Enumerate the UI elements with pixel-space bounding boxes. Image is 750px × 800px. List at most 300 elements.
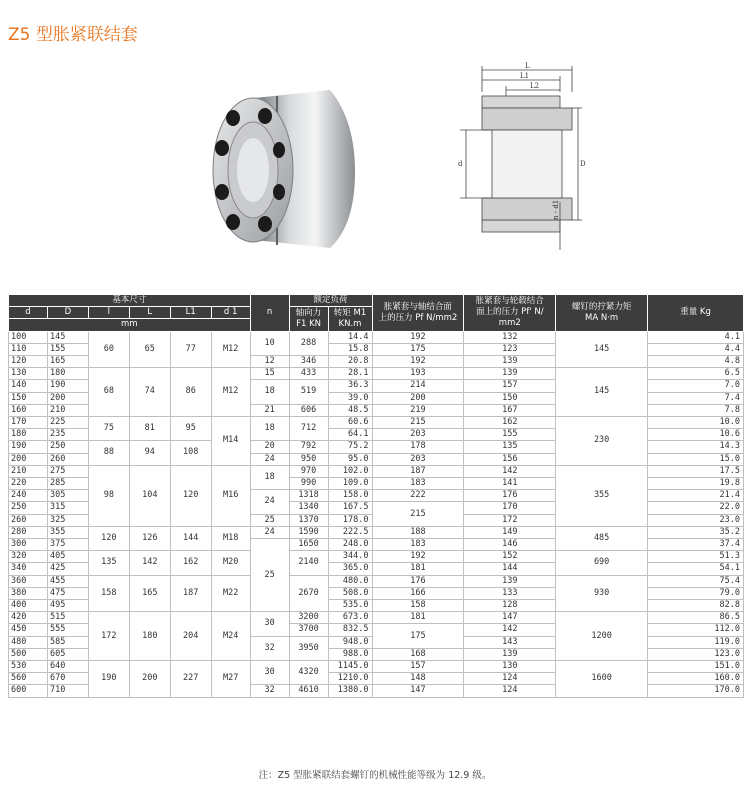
cell-L1: 77	[170, 331, 211, 368]
cell-d: 320	[9, 551, 48, 563]
cell-f1: 1340	[289, 502, 328, 514]
cell-weight: 21.4	[648, 490, 744, 502]
cell-pf2: 155	[464, 429, 556, 441]
cell-L1: 86	[170, 368, 211, 417]
cell-m1: 480.0	[328, 575, 372, 587]
hdr-d1: d 1	[211, 307, 250, 319]
cell-D: 200	[47, 392, 88, 404]
cell-pf: 166	[372, 587, 464, 599]
cell-D: 155	[47, 343, 88, 355]
cell-d1: M12	[211, 368, 250, 417]
cell-weight: 82.8	[648, 600, 744, 612]
cell-pf2: 142	[464, 465, 556, 477]
cell-weight: 22.0	[648, 502, 744, 514]
cell-weight: 7.8	[648, 404, 744, 416]
cell-d1: M16	[211, 465, 250, 526]
cell-L1: 187	[170, 575, 211, 612]
cell-d: 190	[9, 441, 48, 453]
cell-pf: 178	[372, 441, 464, 453]
cell-D: 210	[47, 404, 88, 416]
cell-D: 405	[47, 551, 88, 563]
cell-weight: 4.4	[648, 343, 744, 355]
cell-weight: 54.1	[648, 563, 744, 575]
table-row	[9, 551, 744, 563]
cell-n: 25	[250, 539, 289, 612]
cell-d: 140	[9, 380, 48, 392]
cell-d: 280	[9, 526, 48, 538]
cell-f1: 2670	[289, 575, 328, 612]
cell-f1: 346	[289, 355, 328, 367]
cell-L1: 144	[170, 526, 211, 550]
cell-m1: 15.8	[328, 343, 372, 355]
cell-pf2: 124	[464, 673, 556, 685]
cell-m1: 988.0	[328, 648, 372, 660]
cell-D: 325	[47, 514, 88, 526]
cell-m1: 167.5	[328, 502, 372, 514]
cell-d: 360	[9, 575, 48, 587]
hdr-weight: 重量 Kg	[648, 295, 744, 332]
cell-pf2: 146	[464, 539, 556, 551]
cell-f1: 1318	[289, 490, 328, 502]
cell-pf: 157	[372, 661, 464, 673]
cell-f1: 4320	[289, 661, 328, 685]
cell-l: 88	[88, 441, 129, 465]
cell-pf: 181	[372, 563, 464, 575]
hdr-n: n	[250, 295, 289, 332]
cell-pf: 176	[372, 575, 464, 587]
cell-ma: 230	[556, 416, 648, 465]
cell-d: 530	[9, 661, 48, 673]
cell-d1: M27	[211, 661, 250, 698]
cell-D: 250	[47, 441, 88, 453]
cell-n: 24	[250, 526, 289, 538]
cell-pf2: 150	[464, 392, 556, 404]
cell-weight: 4.1	[648, 331, 744, 343]
cell-m1: 158.0	[328, 490, 372, 502]
cell-d1: M14	[211, 416, 250, 465]
table-row	[9, 661, 744, 673]
dim-L1: L1	[520, 72, 530, 80]
cell-d: 100	[9, 331, 48, 343]
cell-m1: 178.0	[328, 514, 372, 526]
cell-weight: 10.0	[648, 416, 744, 428]
cell-L1: 120	[170, 465, 211, 526]
cell-d: 160	[9, 404, 48, 416]
cell-l: 158	[88, 575, 129, 612]
cell-pf2: 128	[464, 600, 556, 612]
cell-L1: 108	[170, 441, 211, 465]
cell-weight: 75.4	[648, 575, 744, 587]
hdr-l: l	[88, 307, 129, 319]
cell-m1: 36.3	[328, 380, 372, 392]
cell-L: 94	[129, 441, 170, 465]
cell-L: 126	[129, 526, 170, 550]
cell-m1: 95.0	[328, 453, 372, 465]
cell-pf2: 142	[464, 624, 556, 636]
cell-m1: 673.0	[328, 612, 372, 624]
cell-weight: 19.8	[648, 478, 744, 490]
cell-L: 165	[129, 575, 170, 612]
hdr-m1: 转矩 M1 KN.m	[328, 307, 372, 331]
cell-pf: 183	[372, 478, 464, 490]
cell-m1: 14.4	[328, 331, 372, 343]
cell-l: 135	[88, 551, 129, 575]
table-row	[9, 465, 744, 477]
table-row	[9, 575, 744, 587]
cell-m1: 1380.0	[328, 685, 372, 697]
cell-L: 74	[129, 368, 170, 417]
specification-table	[8, 294, 744, 698]
cell-d: 480	[9, 636, 48, 648]
cell-pf: 192	[372, 331, 464, 343]
cell-n: 12	[250, 355, 289, 367]
cell-d1: M20	[211, 551, 250, 575]
dim-n-d1: n - d1	[552, 199, 560, 220]
cell-weight: 112.0	[648, 624, 744, 636]
cell-m1: 535.0	[328, 600, 372, 612]
cell-n: 18	[250, 380, 289, 404]
cell-m1: 248.0	[328, 539, 372, 551]
table-row	[9, 526, 744, 538]
cell-d: 340	[9, 563, 48, 575]
cell-ma: 1600	[556, 661, 648, 698]
cell-f1: 2140	[289, 551, 328, 575]
cell-m1: 1145.0	[328, 661, 372, 673]
table-row	[9, 331, 744, 343]
cell-n: 32	[250, 685, 289, 697]
cell-pf2: 144	[464, 563, 556, 575]
cell-weight: 86.5	[648, 612, 744, 624]
cell-m1: 20.8	[328, 355, 372, 367]
cell-D: 710	[47, 685, 88, 697]
cell-m1: 75.2	[328, 441, 372, 453]
cell-n: 24	[250, 453, 289, 465]
cell-n: 18	[250, 465, 289, 489]
cell-pf: 175	[372, 624, 464, 648]
cell-m1: 1210.0	[328, 673, 372, 685]
cell-pf: 192	[372, 355, 464, 367]
cell-pf: 215	[372, 416, 464, 428]
cell-d: 560	[9, 673, 48, 685]
cell-f1: 1590	[289, 526, 328, 538]
cell-weight: 170.0	[648, 685, 744, 697]
cell-d1: M18	[211, 526, 250, 550]
cell-n: 20	[250, 441, 289, 453]
cell-l: 172	[88, 612, 129, 661]
cell-ma: 485	[556, 526, 648, 550]
cell-weight: 6.5	[648, 368, 744, 380]
cell-pf: 175	[372, 343, 464, 355]
cell-n: 32	[250, 636, 289, 660]
cell-n: 30	[250, 612, 289, 636]
cell-pf2: 139	[464, 355, 556, 367]
cell-D: 425	[47, 563, 88, 575]
cell-d: 220	[9, 478, 48, 490]
cell-pf: 215	[372, 502, 464, 526]
cell-n: 21	[250, 404, 289, 416]
cell-D: 165	[47, 355, 88, 367]
cell-weight: 23.0	[648, 514, 744, 526]
cell-pf2: 123	[464, 343, 556, 355]
cell-d: 400	[9, 600, 48, 612]
cell-weight: 35.2	[648, 526, 744, 538]
cell-d: 600	[9, 685, 48, 697]
cell-weight: 51.3	[648, 551, 744, 563]
cell-m1: 39.0	[328, 392, 372, 404]
cell-pf2: 124	[464, 685, 556, 697]
page-title: Z5 型胀紧联结套	[8, 25, 138, 45]
cell-n: 25	[250, 514, 289, 526]
hdr-D: D	[47, 307, 88, 319]
cell-weight: 10.6	[648, 429, 744, 441]
cell-weight: 37.4	[648, 539, 744, 551]
cell-f1: 519	[289, 380, 328, 404]
table-row	[9, 368, 744, 380]
cell-f1: 3700	[289, 624, 328, 636]
cell-m1: 64.1	[328, 429, 372, 441]
cell-n: 18	[250, 416, 289, 440]
cell-pf: 147	[372, 685, 464, 697]
cell-L: 180	[129, 612, 170, 661]
cell-d1: M22	[211, 575, 250, 612]
cell-L1: 204	[170, 612, 211, 661]
cell-l: 120	[88, 526, 129, 550]
hdr-L: L	[129, 307, 170, 319]
cell-f1: 970	[289, 465, 328, 477]
cell-pf2: 156	[464, 453, 556, 465]
table-row	[9, 416, 744, 428]
cell-l: 60	[88, 331, 129, 368]
hdr-basic-size: 基本尺寸	[9, 295, 251, 307]
cell-weight: 123.0	[648, 648, 744, 660]
cell-ma: 355	[556, 465, 648, 526]
cell-pf: 181	[372, 612, 464, 624]
cell-L: 65	[129, 331, 170, 368]
cell-m1: 948.0	[328, 636, 372, 648]
cell-pf: 200	[372, 392, 464, 404]
cell-m1: 832.5	[328, 624, 372, 636]
cell-D: 585	[47, 636, 88, 648]
cell-D: 235	[47, 429, 88, 441]
hdr-pf2: 胀紧套与轮毂结合 面上的压力 Pf' N/ mm2	[464, 295, 556, 332]
cell-d: 300	[9, 539, 48, 551]
cell-pf2: 149	[464, 526, 556, 538]
cell-n: 10	[250, 331, 289, 355]
cell-m1: 28.1	[328, 368, 372, 380]
cell-pf2: 132	[464, 331, 556, 343]
cell-m1: 60.6	[328, 416, 372, 428]
cell-pf: 168	[372, 648, 464, 660]
cell-weight: 79.0	[648, 587, 744, 599]
cell-l: 98	[88, 465, 129, 526]
cell-d: 180	[9, 429, 48, 441]
cell-pf: 214	[372, 380, 464, 392]
cell-f1: 712	[289, 416, 328, 440]
dim-d: d	[458, 160, 463, 168]
cell-D: 515	[47, 612, 88, 624]
cell-d: 380	[9, 587, 48, 599]
hdr-pf: 胀紧套与轴结合面 上的压力 Pf N/mm2	[372, 295, 464, 332]
cell-pf2: 133	[464, 587, 556, 599]
cell-d: 150	[9, 392, 48, 404]
cell-L: 104	[129, 465, 170, 526]
cell-pf: 183	[372, 539, 464, 551]
cell-D: 285	[47, 478, 88, 490]
cell-D: 145	[47, 331, 88, 343]
cell-f1: 288	[289, 331, 328, 355]
cell-f1: 606	[289, 404, 328, 416]
cell-pf2: 157	[464, 380, 556, 392]
cell-pf: 203	[372, 453, 464, 465]
cell-m1: 508.0	[328, 587, 372, 599]
hdr-mm: mm	[9, 319, 251, 331]
cell-weight: 7.0	[648, 380, 744, 392]
cell-pf2: 130	[464, 661, 556, 673]
hdr-rated-load: 额定负荷	[289, 295, 372, 307]
dim-L2: L2	[530, 82, 540, 90]
cell-m1: 48.5	[328, 404, 372, 416]
cell-m1: 102.0	[328, 465, 372, 477]
cell-L: 142	[129, 551, 170, 575]
cell-weight: 119.0	[648, 636, 744, 648]
cell-f1: 990	[289, 478, 328, 490]
cell-pf2: 139	[464, 368, 556, 380]
cell-pf: 203	[372, 429, 464, 441]
cell-D: 190	[47, 380, 88, 392]
cell-ma: 930	[556, 575, 648, 612]
cell-d: 170	[9, 416, 48, 428]
cell-weight: 151.0	[648, 661, 744, 673]
cell-pf: 193	[372, 368, 464, 380]
cell-D: 375	[47, 539, 88, 551]
cell-d: 420	[9, 612, 48, 624]
cell-pf2: 135	[464, 441, 556, 453]
cell-pf2: 162	[464, 416, 556, 428]
cell-D: 605	[47, 648, 88, 660]
cell-d: 450	[9, 624, 48, 636]
cell-pf2: 167	[464, 404, 556, 416]
dim-L: L	[525, 62, 530, 70]
cell-pf2: 139	[464, 648, 556, 660]
cell-pf: 222	[372, 490, 464, 502]
cell-pf2: 152	[464, 551, 556, 563]
cross-section-drawing	[430, 62, 590, 257]
cell-f1: 3200	[289, 612, 328, 624]
cell-d: 130	[9, 368, 48, 380]
dim-D: D	[580, 160, 586, 168]
cell-pf2: 170	[464, 502, 556, 514]
cell-f1: 1370	[289, 514, 328, 526]
table-row	[9, 612, 744, 624]
cell-f1: 3950	[289, 636, 328, 660]
cell-pf: 219	[372, 404, 464, 416]
cell-pf2: 172	[464, 514, 556, 526]
cell-d: 120	[9, 355, 48, 367]
cell-weight: 17.5	[648, 465, 744, 477]
cell-l: 75	[88, 416, 129, 440]
cell-D: 180	[47, 368, 88, 380]
cell-m1: 222.5	[328, 526, 372, 538]
cell-n: 30	[250, 661, 289, 685]
cell-n: 15	[250, 368, 289, 380]
cell-weight: 7.4	[648, 392, 744, 404]
cell-D: 455	[47, 575, 88, 587]
cell-L1: 227	[170, 661, 211, 698]
cell-D: 225	[47, 416, 88, 428]
hdr-ma: 螺钉的拧紧力矩 MA N·m	[556, 295, 648, 332]
cell-f1: 433	[289, 368, 328, 380]
cell-D: 670	[47, 673, 88, 685]
cell-d: 500	[9, 648, 48, 660]
cell-m1: 344.0	[328, 551, 372, 563]
cell-D: 315	[47, 502, 88, 514]
cell-d: 250	[9, 502, 48, 514]
cell-weight: 4.8	[648, 355, 744, 367]
cell-d: 240	[9, 490, 48, 502]
cell-f1: 950	[289, 453, 328, 465]
cell-ma: 145	[556, 331, 648, 368]
cell-pf2: 139	[464, 575, 556, 587]
cell-d: 210	[9, 465, 48, 477]
cell-ma: 1200	[556, 612, 648, 661]
cell-L: 81	[129, 416, 170, 440]
cell-m1: 365.0	[328, 563, 372, 575]
cell-pf2: 176	[464, 490, 556, 502]
cell-pf: 192	[372, 551, 464, 563]
cell-ma: 145	[556, 368, 648, 417]
cell-L1: 95	[170, 416, 211, 440]
hdr-f1: 轴向力 F1 KN	[289, 307, 328, 331]
cell-D: 260	[47, 453, 88, 465]
cell-weight: 160.0	[648, 673, 744, 685]
cell-D: 355	[47, 526, 88, 538]
cell-f1: 792	[289, 441, 328, 453]
cell-D: 475	[47, 587, 88, 599]
cell-pf2: 143	[464, 636, 556, 648]
cell-pf2: 147	[464, 612, 556, 624]
cell-n: 24	[250, 490, 289, 514]
hdr-L1: L1	[170, 307, 211, 319]
cell-pf2: 141	[464, 478, 556, 490]
cell-D: 555	[47, 624, 88, 636]
cell-pf: 188	[372, 526, 464, 538]
cell-weight: 14.3	[648, 441, 744, 453]
cell-ma: 690	[556, 551, 648, 575]
cell-pf: 148	[372, 673, 464, 685]
footnote: 注：Z5 型胀紧联结套螺钉的机械性能等级为 12.9 级。	[258, 770, 492, 781]
hdr-d: d	[9, 307, 48, 319]
cell-m1: 109.0	[328, 478, 372, 490]
cell-L1: 162	[170, 551, 211, 575]
cell-d: 200	[9, 453, 48, 465]
cell-weight: 15.0	[648, 453, 744, 465]
cell-l: 190	[88, 661, 129, 698]
cell-D: 305	[47, 490, 88, 502]
cell-D: 640	[47, 661, 88, 673]
cell-f1: 4610	[289, 685, 328, 697]
cell-D: 275	[47, 465, 88, 477]
cell-pf: 158	[372, 600, 464, 612]
cell-pf: 187	[372, 465, 464, 477]
cell-L: 200	[129, 661, 170, 698]
cell-l: 68	[88, 368, 129, 417]
cell-d: 110	[9, 343, 48, 355]
cell-d1: M24	[211, 612, 250, 661]
product-photo	[195, 80, 360, 255]
cell-d: 260	[9, 514, 48, 526]
cell-d1: M12	[211, 331, 250, 368]
cell-D: 495	[47, 600, 88, 612]
